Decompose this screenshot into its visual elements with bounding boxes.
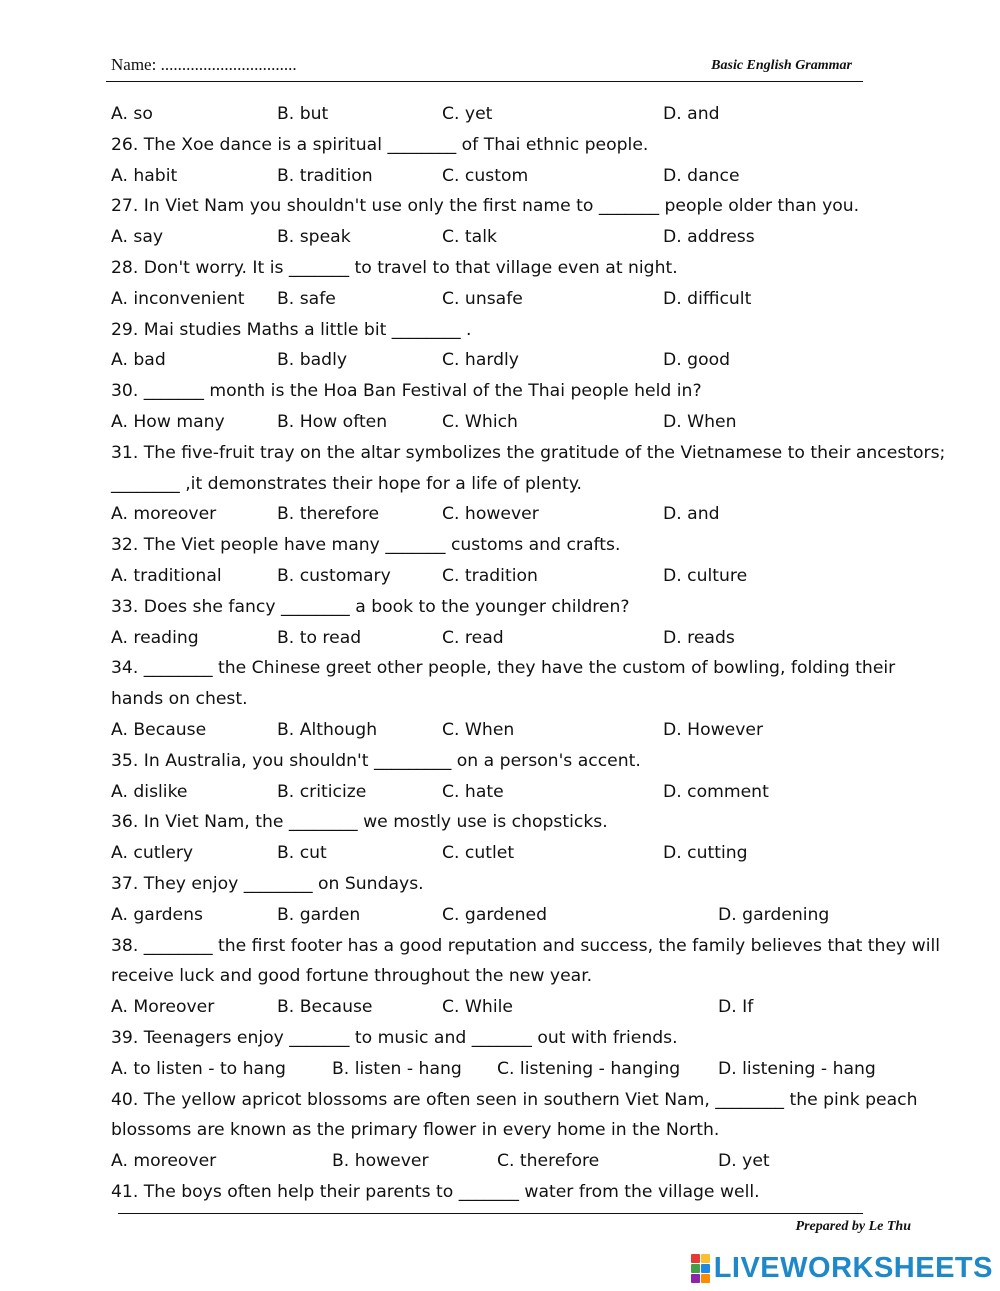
answer-option-b[interactable]: B. cut (277, 843, 327, 864)
answer-option-d[interactable]: D. If (718, 997, 754, 1018)
answer-options-row (111, 1054, 911, 1085)
answer-option-d[interactable]: D. However (663, 719, 764, 740)
question-text: 31. The five-fruit tray on the altar symbolizes the gratitude of the Vietnamese to their ancestors; (111, 442, 946, 463)
answer-option-c[interactable]: C. however (442, 504, 539, 525)
answer-options-row (111, 777, 911, 808)
question-text: 27. In Viet Nam you shouldn't use only the first name to _______ people older than you. (111, 196, 860, 217)
question-text: 36. In Viet Nam, the ________ we mostly use is chopsticks. (111, 812, 608, 833)
answer-option-b[interactable]: B. therefore (277, 504, 380, 525)
answer-option-c[interactable]: C. listening - hanging (497, 1058, 681, 1079)
question-text: 28. Don't worry. It is _______ to travel to that village even at night. (111, 257, 678, 278)
answer-option-a[interactable]: A. bad (111, 350, 166, 371)
answer-option-c[interactable]: C. yet (442, 104, 493, 124)
answer-option-b[interactable]: B. tradition (277, 165, 373, 186)
header-divider (106, 81, 863, 82)
answer-option-d[interactable]: D. listening - hang (718, 1058, 876, 1079)
prepared-by: Prepared by Le Thu (795, 1219, 911, 1234)
answer-option-a[interactable]: A. moreover (111, 504, 217, 525)
answer-option-c[interactable]: C. When (442, 719, 515, 740)
question-text: 29. Mai studies Maths a little bit ________ . (111, 319, 472, 340)
question-text: 38. ________ the first footer has a good reputation and success, the family believes that they will (111, 935, 941, 956)
answer-option-c[interactable]: C. Which (442, 411, 518, 432)
question-text: hands on chest. (111, 689, 248, 710)
answer-option-d[interactable]: D. cutting (663, 843, 748, 864)
answer-option-d[interactable]: D. dance (663, 165, 740, 186)
question-text: 30. _______ month is the Hoa Ban Festival of the Thai people held in? (111, 381, 702, 402)
answer-option-a[interactable]: A. to listen - to hang (111, 1058, 286, 1079)
answer-option-a[interactable]: A. habit (111, 165, 178, 186)
question-text: 37. They enjoy ________ on Sundays. (111, 873, 424, 894)
question-text: 41. The boys often help their parents to _______ water from the village well. (111, 1181, 760, 1202)
answer-options-row (111, 623, 911, 654)
question-text: 33. Does she fancy ________ a book to the younger children? (111, 596, 630, 617)
answer-option-a[interactable]: A. reading (111, 627, 199, 648)
answer-option-a[interactable]: A. moreover (111, 1151, 217, 1172)
answer-option-a[interactable]: A. inconvenient (111, 288, 245, 309)
answer-option-c[interactable]: C. unsafe (442, 288, 523, 309)
answer-option-a[interactable]: A. say (111, 227, 164, 248)
logo-square (701, 1274, 710, 1283)
answer-options-row (111, 715, 911, 746)
answer-options-row (111, 407, 911, 438)
question-text: receive luck and good fortune throughout the new year. (111, 966, 593, 987)
answer-option-a[interactable]: A. How many (111, 411, 225, 432)
answer-option-b[interactable]: B. speak (277, 227, 351, 248)
question-text: 40. The yellow apricot blossoms are often seen in southern Viet Nam, ________ the pink peach (111, 1089, 918, 1110)
answer-option-b[interactable]: B. to read (277, 627, 362, 648)
answer-option-d[interactable]: D. and (663, 504, 720, 525)
answer-option-b[interactable]: B. badly (277, 350, 348, 371)
answer-option-a[interactable]: A. gardens (111, 904, 203, 925)
answer-options-row (111, 99, 911, 130)
question-text: 39. Teenagers enjoy _______ to music and _______ out with friends. (111, 1027, 678, 1048)
logo-square (691, 1274, 700, 1283)
answer-option-b[interactable]: B. listen - hang (332, 1058, 462, 1079)
answer-option-d[interactable]: D. comment (663, 781, 769, 802)
answer-option-a[interactable]: A. traditional (111, 565, 222, 586)
answer-options-row (111, 561, 911, 592)
book-title: Basic English Grammar (711, 58, 852, 73)
answer-option-a[interactable]: A. so (111, 104, 153, 124)
answer-option-b[interactable]: B. Although (277, 719, 378, 740)
liveworksheets-logo-icon (691, 1254, 710, 1283)
answer-options-row (111, 499, 911, 530)
answer-option-a[interactable]: A. Moreover (111, 997, 215, 1018)
answer-options-row (111, 992, 911, 1023)
liveworksheets-brand (691, 1252, 993, 1285)
answer-option-b[interactable]: B. Because (277, 997, 373, 1018)
answer-option-d[interactable]: D. difficult (663, 288, 752, 309)
answer-option-c[interactable]: C. read (442, 627, 504, 648)
answer-option-c[interactable]: C. cutlet (442, 843, 515, 864)
worksheet-questions (111, 99, 946, 1208)
answer-option-d[interactable]: D. address (663, 227, 755, 248)
answer-option-b[interactable]: B. How often (277, 411, 388, 432)
question-text: 34. ________ the Chinese greet other people, they have the custom of bowling, folding their (111, 658, 896, 679)
logo-square (701, 1254, 710, 1263)
answer-options-row (111, 222, 911, 253)
answer-option-a[interactable]: A. dislike (111, 781, 188, 802)
name-field-label: Name: ................................ (111, 55, 297, 74)
answer-option-b[interactable]: B. safe (277, 288, 336, 309)
question-text: 26. The Xoe dance is a spiritual ________ of Thai ethnic people. (111, 134, 649, 155)
question-text: ________ ,it demonstrates their hope for a life of plenty. (111, 473, 583, 494)
answer-option-b[interactable]: B. garden (277, 904, 361, 925)
answer-option-d[interactable]: D. and (663, 104, 720, 124)
answer-options-row (111, 284, 911, 315)
answer-option-a[interactable]: A. cutlery (111, 843, 194, 864)
logo-square (691, 1254, 700, 1263)
answer-option-c[interactable]: C. therefore (497, 1151, 600, 1172)
question-text: blossoms are known as the primary flower in every home in the North. (111, 1120, 720, 1141)
answer-option-c[interactable]: C. tradition (442, 565, 538, 586)
answer-option-d[interactable]: D. good (663, 350, 731, 371)
answer-option-c[interactable]: C. gardened (442, 904, 547, 925)
answer-option-b[interactable]: B. customary (277, 565, 391, 586)
answer-option-d[interactable]: D. culture (663, 565, 748, 586)
answer-option-b[interactable]: B. criticize (277, 781, 367, 802)
answer-option-c[interactable]: C. While (442, 997, 513, 1018)
answer-option-c[interactable]: C. custom (442, 165, 529, 186)
answer-options-row (111, 1146, 911, 1177)
answer-option-d[interactable]: D. When (663, 411, 737, 432)
answer-option-b[interactable]: B. however (332, 1151, 429, 1172)
answer-options-row (111, 345, 911, 376)
answer-option-c[interactable]: C. hardly (442, 350, 519, 371)
answer-option-c[interactable]: C. talk (442, 227, 497, 248)
answer-option-d[interactable]: D. reads (663, 627, 735, 648)
question-text: 35. In Australia, you shouldn't _________ on a person's accent. (111, 750, 641, 771)
answer-option-d[interactable]: D. gardening (718, 904, 830, 925)
answer-option-a[interactable]: A. Because (111, 719, 207, 740)
logo-square (701, 1264, 710, 1273)
answer-option-c[interactable]: C. hate (442, 781, 504, 802)
answer-options-row (111, 161, 911, 192)
question-text: 32. The Viet people have many _______ customs and crafts. (111, 535, 621, 556)
answer-options-row (111, 900, 911, 931)
answer-option-b[interactable]: B. but (277, 104, 329, 124)
footer-divider (118, 1213, 863, 1214)
logo-square (691, 1264, 700, 1273)
answer-option-d[interactable]: D. yet (718, 1151, 770, 1172)
answer-options-row (111, 838, 911, 869)
brand-text: LIVEWORKSHEETS (713, 1252, 993, 1284)
